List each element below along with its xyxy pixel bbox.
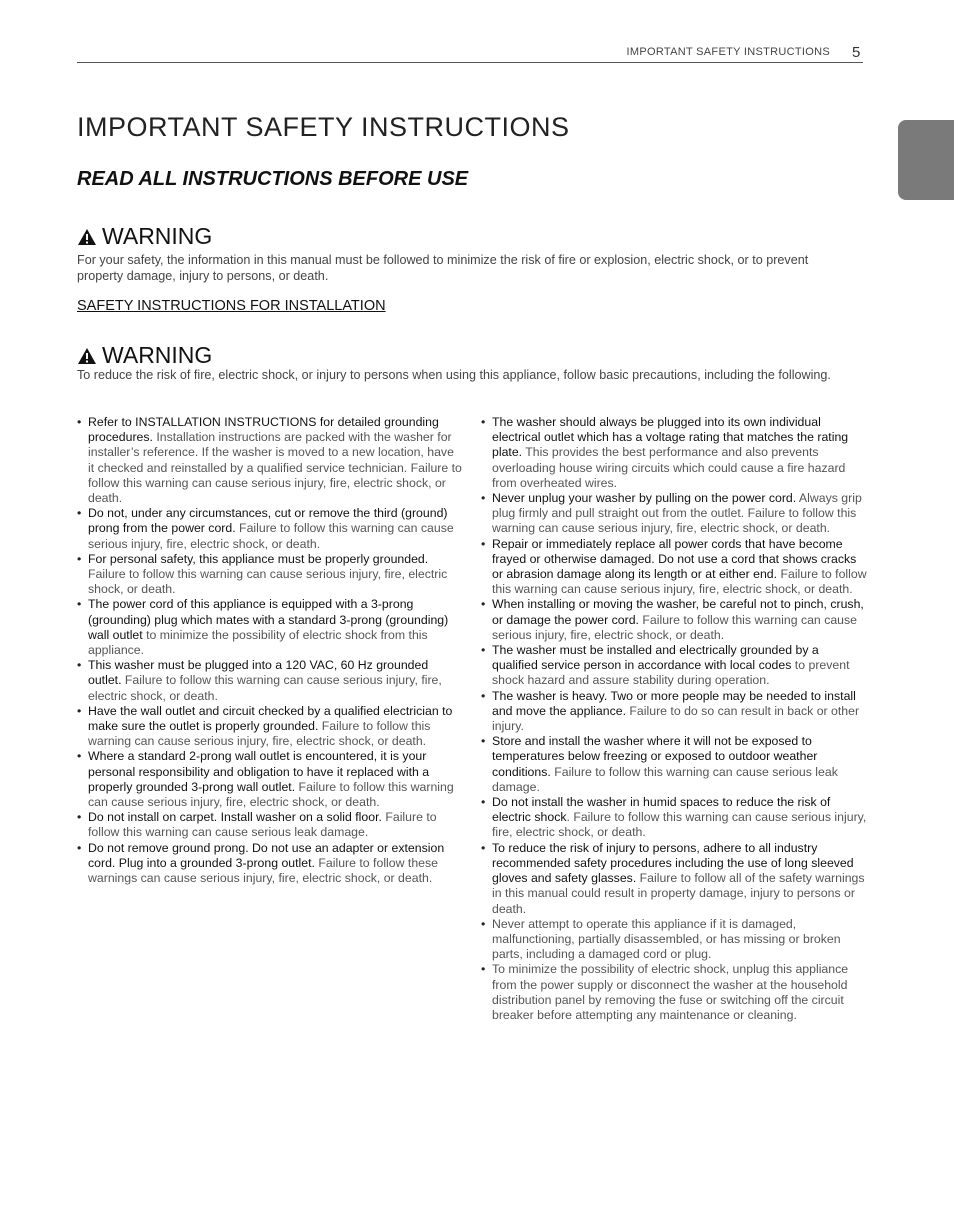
list-item: • Repair or immediately replace all power cords that have become frayed or otherwise damaged. Do not use a cord that shows cracks or abrasion damage along its length or at either end. Failure to follow this warning can cause serious injury, fire, electric shock, or death.: [481, 537, 867, 598]
page-subtitle: READ ALL INSTRUCTIONS BEFORE USE: [77, 168, 469, 190]
language-tab: [898, 120, 972, 200]
list-item: • Never attempt to operate this appliance if it is damaged, malfunctioning, partially disassembled, or has missing or broken parts, including a damaged cord or plug.: [481, 917, 867, 963]
list-item: • The washer must be installed and electrically grounded by a qualified service person in accordance with local codes to prevent shock hazard and assure stability during operation.: [481, 643, 867, 689]
warning-text-2: To reduce the risk of fire, electric shock, or injury to persons when using this appliance, follow basic precautions, including the following.: [77, 368, 831, 382]
warning-label-2: WARNING: [102, 342, 213, 368]
list-item: • To reduce the risk of injury to persons, adhere to all industry recommended safety procedures including the use of long sleeved gloves and safety glasses. Failure to follow all of the safety warnings in this manual could result in property damage, injury to persons or death.: [481, 841, 867, 917]
list-item: • Do not install on carpet. Install washer on a solid floor. Failure to follow this warning can cause serious leak damage.: [77, 810, 463, 840]
list-item: • Store and install the washer where it will not be exposed to temperatures below freezing or exposed to outdoor weather conditions. Failure to follow this warning can cause serious leak damage.: [481, 734, 867, 795]
list-item: • Have the wall outlet and circuit checked by a qualified electrician to make sure the outlet is properly grounded. Failure to follow this warning can cause serious injury, fire, electric shock, or death.: [77, 704, 463, 750]
page-number: 5: [852, 44, 861, 61]
warning-triangle-icon: [77, 228, 97, 246]
list-item: • For personal safety, this appliance must be properly grounded. Failure to follow this warning can cause serious injury, fire, electric shock, or death.: [77, 552, 463, 598]
list-item: • Do not remove ground prong. Do not use an adapter or extension cord. Plug into a grounded 3-prong outlet. Failure to follow these warnings can cause serious injury, fire, electric shock, or death.: [77, 841, 463, 887]
language-tab-label: ENGLISH: [958, 130, 972, 187]
left-instruction-list: [77, 415, 463, 886]
warning-heading-2: [77, 342, 212, 369]
list-item: • Never unplug your washer by pulling on the power cord. Always grip plug firmly and pull straight out from the outlet. Failure to follow this warning can cause serious injury, fire, electric shock, or death.: [481, 491, 867, 537]
page-title: IMPORTANT SAFETY INSTRUCTIONS: [77, 112, 570, 142]
header-section-title: IMPORTANT SAFETY INSTRUCTIONS: [626, 46, 830, 58]
list-item: • Do not install the washer in humid spaces to reduce the risk of electric shock. Failure to follow this warning can cause serious injury, fire, electric shock, or death.: [481, 795, 867, 841]
list-item: • To minimize the possibility of electric shock, unplug this appliance from the power supply or disconnect the washer at the household distribution panel by removing the fuse or switching off the circuit breaker before attempting any maintenance or cleaning.: [481, 962, 867, 1023]
list-item: • Refer to INSTALLATION INSTRUCTIONS for detailed grounding procedures. Installation instructions are packed with the washer for installer’s reference. If the washer is moved to a new location, have it checked and reinstalled by a qualified service technician. Failure to follow this warning can cause serious injury, fire, electric shock, or death.: [77, 415, 463, 506]
installation-section-heading: SAFETY INSTRUCTIONS FOR INSTALLATION: [77, 298, 386, 314]
header-rule: [77, 62, 863, 63]
list-item: • The washer is heavy. Two or more people may be needed to install and move the appliance. Failure to do so can result in back or other injury.: [481, 689, 867, 735]
right-instruction-list: [481, 415, 867, 1023]
warning-heading-1: [77, 223, 212, 250]
list-item: • The washer should always be plugged into its own individual electrical outlet which has a voltage rating that matches the rating plate. This provides the best performance and also prevents overloading house wiring circuits which could cause a fire hazard from overheated wires.: [481, 415, 867, 491]
list-item: • This washer must be plugged into a 120 VAC, 60 Hz grounded outlet. Failure to follow this warning can cause serious injury, fire, electric shock, or death.: [77, 658, 463, 704]
warning-text-1: For your safety, the information in this manual must be followed to minimize the risk of fire or explosion, electric shock, or to prevent property damage, injury to persons, or death.: [77, 253, 809, 283]
list-item: • Where a standard 2-prong wall outlet is encountered, it is your personal responsibility and obligation to have it replaced with a properly grounded 3-prong wall outlet. Failure to follow this warning can cause serious injury, fire, electric shock, or death.: [77, 749, 463, 810]
list-item: • Do not, under any circumstances, cut or remove the third (ground) prong from the power cord. Failure to follow this warning can cause serious injury, fire, electric shock, or death.: [77, 506, 463, 552]
list-item: • When installing or moving the washer, be careful not to pinch, crush, or damage the power cord. Failure to follow this warning can cause serious injury, fire, electric shock, or death.: [481, 597, 867, 643]
warning-triangle-icon: [77, 347, 97, 365]
warning-label-1: WARNING: [102, 223, 213, 249]
list-item: • The power cord of this appliance is equipped with a 3-prong (grounding) plug which mates with a standard 3-prong (grounding) wall outlet to minimize the possibility of electric shock from this appliance.: [77, 597, 463, 658]
